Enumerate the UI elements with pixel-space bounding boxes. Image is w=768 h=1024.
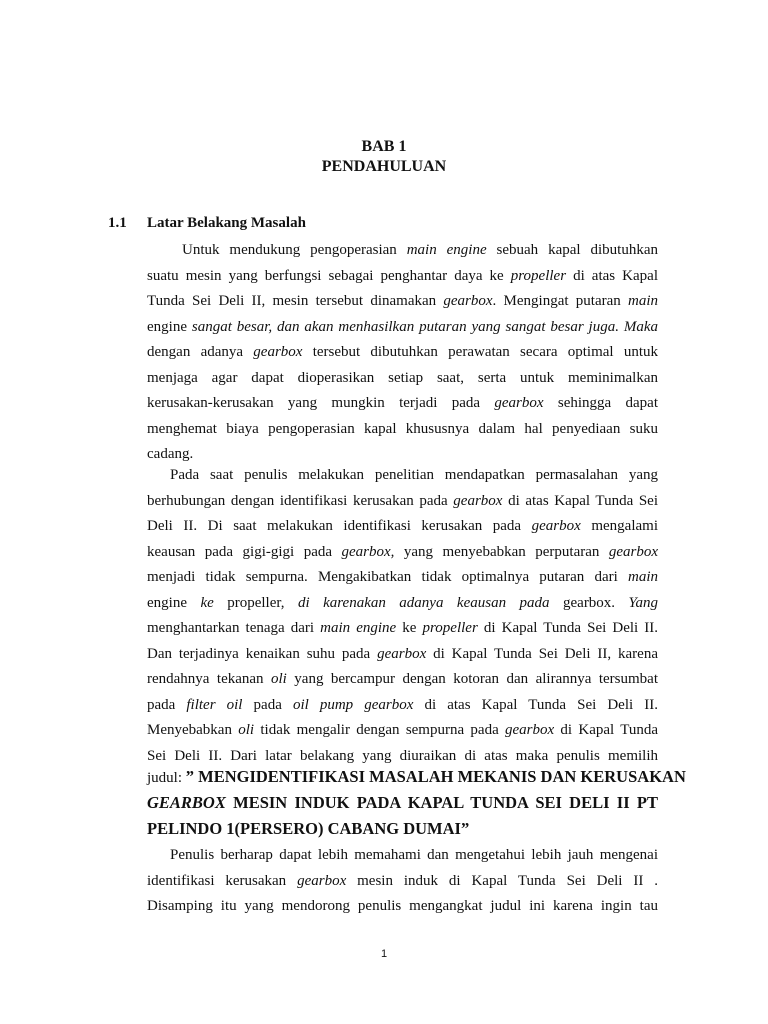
text-run: kerusakan-kerusakan yang mungkin terjadi pada [147, 395, 495, 411]
text-run: rendahnya tekanan [147, 671, 271, 687]
italic-term: main [628, 569, 658, 585]
paragraph3-line [170, 845, 658, 865]
text-run: pada [242, 696, 293, 713]
italic-term: oil pump gearbox [292, 696, 414, 713]
italic-term: gearbox [608, 543, 659, 560]
italic-term: Yang [615, 594, 658, 611]
text-run: Tunda Sei Deli II, mesin tersebut dinamakan [147, 293, 444, 309]
judul-line-1 [147, 767, 686, 788]
text-run: di atas Kapal [566, 267, 658, 284]
text-run: mengalami [580, 518, 658, 534]
text-run: cadang. [147, 446, 194, 462]
italic-term: ke [186, 594, 228, 611]
italic-term: gearbox [494, 395, 544, 411]
italic-term: propeller [510, 267, 567, 284]
text-run: Penulis berharap dapat lebih memahami dan mengetahui lebih jauh mengenai [170, 847, 658, 863]
paragraph2-line [147, 695, 658, 715]
italic-term: gearbox [377, 645, 427, 662]
italic-term: gearbox [443, 293, 493, 309]
text-run: pada [147, 696, 187, 713]
italic-term: oli [238, 722, 255, 738]
paragraph2-line [147, 542, 658, 562]
paragraph2-line [147, 516, 658, 536]
italic-term: gearbox, [341, 543, 395, 560]
paragraph1-line [147, 266, 658, 286]
text-run: ke [396, 620, 423, 636]
italic-term: gearbox [505, 722, 555, 738]
text-run: Untuk mendukung pengoperasian [182, 242, 407, 258]
text-run: di atas Kapal Tunda Sei Deli II. [413, 696, 658, 713]
paragraph1-line [147, 419, 658, 439]
paragraph2-line [147, 567, 658, 587]
text-run: yang bercampur dengan kotoran dan alirannya tersumbat [286, 671, 658, 687]
text-run: di Kapal Tunda [554, 722, 658, 738]
text-run: identifikasi kerusakan [147, 872, 298, 889]
paragraph2-line [147, 618, 658, 638]
page-number: 1 [380, 948, 388, 960]
paragraph1-line [147, 444, 658, 464]
paragraph3-line [147, 871, 658, 891]
section-number: 1.1 [108, 215, 127, 231]
paragraph2-line [147, 720, 658, 740]
text-run: gearbox. [563, 594, 616, 611]
text-run: Menyebabkan [147, 722, 239, 738]
paragraph1-line [147, 342, 658, 362]
text-run: menjaga agar dapat dioperasikan setiap saat, serta untuk meminimalkan [147, 369, 658, 386]
text-run: di atas Kapal Tunda Sei [502, 492, 659, 509]
text-run: . Mengingat putaran [492, 293, 629, 309]
judul-gearbox: GEARBOX [147, 793, 226, 812]
text-run: menjadi tidak sempurna. Mengakibatkan tidak optimalnya putaran dari [147, 569, 628, 585]
paragraph1-line [147, 291, 658, 311]
paragraph2-line [147, 746, 658, 766]
text-run: suatu mesin yang berfungsi sebagai penghantar daya ke [147, 267, 511, 284]
italic-term: propeller [422, 620, 478, 636]
paragraph2-line [147, 491, 658, 511]
paragraph2-line [147, 593, 658, 613]
text-run: sehingga dapat [543, 395, 658, 411]
italic-term: gearbox [453, 492, 503, 509]
text-run: sebuah kapal dibutuhkan [486, 242, 658, 258]
italic-term: di karenakan adanya keausan pada [284, 594, 563, 611]
text-run: dengan adanya [147, 344, 254, 360]
section-title: Latar Belakang Masalah [147, 215, 306, 231]
judul-title-part-2: MESIN INDUK PADA KAPAL TUNDA SEI DELI II PT [225, 793, 658, 812]
paragraph2-line [147, 669, 658, 689]
text-run: Sei Deli II. Dari latar belakang yang diuraikan di atas maka penulis memilih [147, 747, 658, 764]
chapter-label: BAB 1 [361, 138, 407, 155]
paragraph1-line [182, 240, 658, 260]
text-run: Pada saat penulis melakukan penelitian mendapatkan permasalahan yang [170, 467, 658, 483]
text-run: Disamping itu yang mendorong penulis mengangkat judul ini karena ingin tau [147, 898, 658, 914]
italic-term: gearbox [297, 872, 347, 889]
paragraph1-line [147, 368, 658, 388]
text-run: Deli II. Di saat melakukan identifikasi kerusakan pada [147, 518, 532, 534]
paragraph1-line [147, 317, 658, 337]
text-run: di Kapal Tunda Sei Deli II. [477, 620, 658, 636]
text-run: berhubungan dengan identifikasi kerusakan pada [147, 492, 454, 509]
text-run: tersebut dibutuhkan perawatan secara optimal untuk [302, 344, 659, 360]
judul-line-2 [147, 793, 658, 814]
italic-term: main [628, 293, 659, 309]
text-run: keausan pada gigi-gigi pada [147, 543, 342, 560]
judul-title-part-1: ” MENGIDENTIFIKASI MASALAH MEKANIS DAN KERUSAKAN [185, 767, 686, 786]
text-run: menghemat biaya pengoperasian kapal khususnya dalam hal penyediaan suku [147, 420, 658, 437]
italic-term: main engine [406, 242, 487, 258]
text-run: engine [147, 594, 187, 611]
paragraph1-line [147, 393, 658, 413]
text-run: engine [147, 318, 187, 335]
text-run: mesin induk di Kapal Tunda Sei Deli II . [346, 872, 658, 889]
chapter-title: PENDAHULUAN [321, 158, 447, 175]
paragraph2-line [170, 465, 658, 485]
text-run: yang menyebabkan perputaran [394, 543, 609, 560]
judul-line-3 [147, 819, 658, 840]
italic-term: oli [271, 671, 287, 687]
italic-term: gearbox [253, 344, 303, 360]
judul-title-part-3: PELINDO 1(PERSERO) CABANG DUMAI” [147, 819, 470, 838]
italic-term: main engine [320, 620, 397, 636]
text-run: menghantarkan tenaga dari [147, 620, 321, 636]
judul-prefix: judul: [147, 770, 186, 786]
italic-term: filter oil [186, 696, 243, 713]
italic-term: gearbox [531, 518, 581, 534]
paragraph3-line [147, 896, 658, 916]
text-run: di Kapal Tunda Sei Deli II, karena [426, 645, 658, 662]
text-run: Dan terjadinya kenaikan suhu pada [147, 645, 378, 662]
paragraph2-line [147, 644, 658, 664]
text-run: tidak mengalir dengan sempurna pada [254, 722, 505, 738]
text-run: propeller, [227, 594, 285, 611]
italic-term: sangat besar, dan akan menhasilkan putaran yang sangat besar juga. Maka [186, 318, 658, 335]
